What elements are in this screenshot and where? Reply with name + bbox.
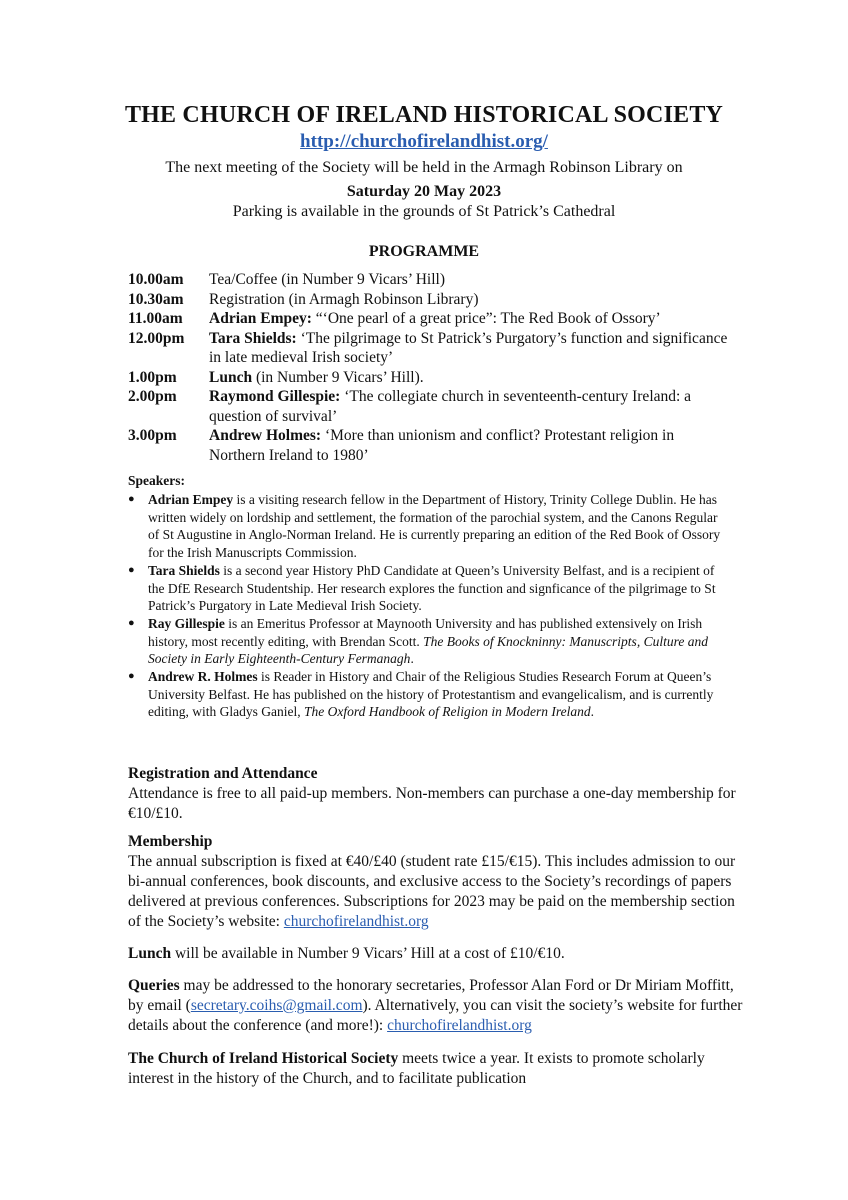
programme-speaker: Raymond Gillespie: [209, 388, 341, 405]
programme-description: ‘The collegiate church in seventeenth-century Ireland: a question of survival’ [209, 388, 692, 425]
meeting-intro: The next meeting of the Society will be held in the Armagh Robinson Library on [165, 159, 683, 176]
page-title: THE CHURCH OF IRELAND HISTORICAL SOCIETY [124, 102, 724, 128]
programme-time: 2.00pm [128, 388, 177, 405]
meeting-date: Saturday 20 May 2023 [346, 183, 502, 200]
programme-speaker: Tara Shields: [209, 329, 297, 347]
programme-time: 10.30am [128, 290, 184, 308]
programme-item [128, 329, 728, 368]
programme-description: “‘One pearl of a great price”: The Red Book of Ossory’ [311, 310, 661, 327]
speaker-name: Andrew R. Holmes [148, 669, 258, 685]
registration-section [128, 764, 748, 824]
programme-item [128, 309, 728, 329]
lunch-section [128, 944, 748, 964]
bullet-icon: ● [128, 670, 135, 683]
programme-description: Registration (in Armagh Robinson Library) [209, 290, 479, 308]
programme-description: ‘The pilgrimage to St Patrick’s Purgatory’s function and significance in late medieval Irish society’ [209, 329, 728, 366]
speaker-bio-text: is Reader in History and Chair of the Religious Studies Research Forum at Queen’s University Belfast. He has published on the history of Protestantism and evangelicalism, and is currently editing, with Gladys Ganiel, [148, 669, 714, 720]
programme-text [209, 290, 728, 310]
programme-time: 11.00am [128, 310, 183, 327]
speaker-bio-text: is a visiting research fellow in the Department of History, Trinity College Dublin. He has written widely on lordship and settlement, the formation of the parochial system, and the Canons Regular of St Augustine in Anglo-Norman Ireland. He is currently preparing an edition of the Red Book of Ossory for the Irish Manuscripts Commission. [148, 492, 721, 561]
bio-tail: . [590, 704, 594, 720]
book-title: The Books of Knockninny: Manuscripts, Culture and Society in Early Eighteenth-Century Fermanagh [148, 633, 708, 667]
programme-item [128, 387, 728, 426]
queries-text-2: ). Alternatively, you can visit the society’s website for further details about the conference (and more!): [128, 997, 743, 1034]
speaker-bio [128, 615, 728, 668]
speaker-bio-text: is a second year History PhD Candidate at Queen’s University Belfast, and is a recipient of the DfE Research Studentship. Her research explores the function and signficance of the pilgrimage to St Patrick’s Purgatory in Late Medieval Irish Society. [148, 562, 716, 614]
queries-text: may be addressed to the honorary secretaries, Professor Alan Ford or Dr Miriam Moffitt, by email ( [128, 977, 734, 1014]
programme-text [209, 368, 728, 388]
programme-description: (in Number 9 Vicars’ Hill). [252, 368, 424, 386]
society-name: The Church of Ireland Historical Society [128, 1050, 399, 1067]
about-section [128, 1049, 748, 1089]
programme-time: 3.00pm [128, 427, 177, 444]
programme-speaker: Adrian Empey: [209, 310, 312, 327]
programme-time: 12.00pm [128, 329, 185, 347]
lunch-text: will be available in Number 9 Vicars’ Hill at a cost of £10/€10. [171, 945, 565, 962]
membership-website-link[interactable]: churchofirelandhist.org [283, 913, 429, 930]
registration-text: Attendance is free to all paid-up members. Non-members can purchase a one-day membership for €10/£10. [128, 785, 736, 822]
parking-note: Parking is available in the grounds of St Patrick’s Cathedral [232, 203, 616, 220]
registration-heading: Registration and Attendance [128, 765, 318, 782]
programme-text [209, 426, 728, 465]
speakers-heading: Speakers: [128, 473, 185, 488]
membership-text: The annual subscription is fixed at €40/£40 (student rate £15/€15). This includes admission to our bi-annual conferences, book discounts, and exclusive access to the Society’s recordings of papers delivered at previous conferences. Subscriptions for 2023 may be paid on the membership section of the Society’s website: [128, 853, 736, 930]
programme-text [209, 309, 728, 329]
bio-tail: . [410, 651, 414, 667]
programme-text [209, 387, 728, 426]
speaker-name: Adrian Empey [148, 492, 234, 507]
bullet-icon: ● [128, 493, 135, 505]
speaker-name: Ray Gillespie [148, 615, 225, 631]
speaker-bio [128, 562, 728, 615]
programme-list [128, 270, 728, 465]
speaker-name: Tara Shields [148, 562, 220, 578]
programme-text [209, 270, 728, 290]
programme-description: Tea/Coffee (in Number 9 Vicars’ Hill) [209, 271, 446, 288]
speakers-list [128, 491, 728, 721]
programme-item [128, 270, 728, 290]
membership-heading: Membership [128, 833, 213, 850]
speaker-bio [128, 668, 728, 721]
bullet-icon: ● [128, 616, 135, 629]
programme-time: 10.00am [128, 271, 184, 288]
programme-speaker: Lunch [209, 368, 253, 386]
programme-time: 1.00pm [128, 368, 177, 386]
secretary-email-link[interactable]: secretary.coihs@gmail.com [190, 997, 363, 1014]
speaker-bio [128, 491, 728, 562]
queries-section [128, 976, 748, 1036]
programme-text [209, 329, 728, 368]
book-title: The Oxford Handbook of Religion in Modern Ireland [303, 704, 591, 720]
programme-heading: PROGRAMME [368, 243, 480, 260]
programme-item [128, 290, 728, 310]
programme-item [128, 368, 728, 388]
queries-label: Queries [128, 977, 180, 994]
about-text: meets twice a year. It exists to promote scholarly interest in the history of the Church, and to facilitate publication [128, 1050, 705, 1087]
programme-description: ‘More than unionism and conflict? Protestant religion in Northern Ireland to 1980’ [209, 427, 675, 464]
queries-website-link[interactable]: churchofirelandhist.org [387, 1017, 532, 1034]
programme-speaker: Andrew Holmes: [209, 427, 322, 444]
lunch-label: Lunch [128, 945, 172, 962]
programme-item [128, 426, 728, 465]
society-url-link[interactable]: http://churchofirelandhist.org/ [300, 131, 548, 152]
bullet-icon: ● [128, 563, 135, 576]
membership-section [128, 832, 748, 932]
speaker-bio-text: is an Emeritus Professor at Maynooth University and has published extensively on Irish history, most recently editing, with Brendan Scott. [148, 615, 703, 649]
